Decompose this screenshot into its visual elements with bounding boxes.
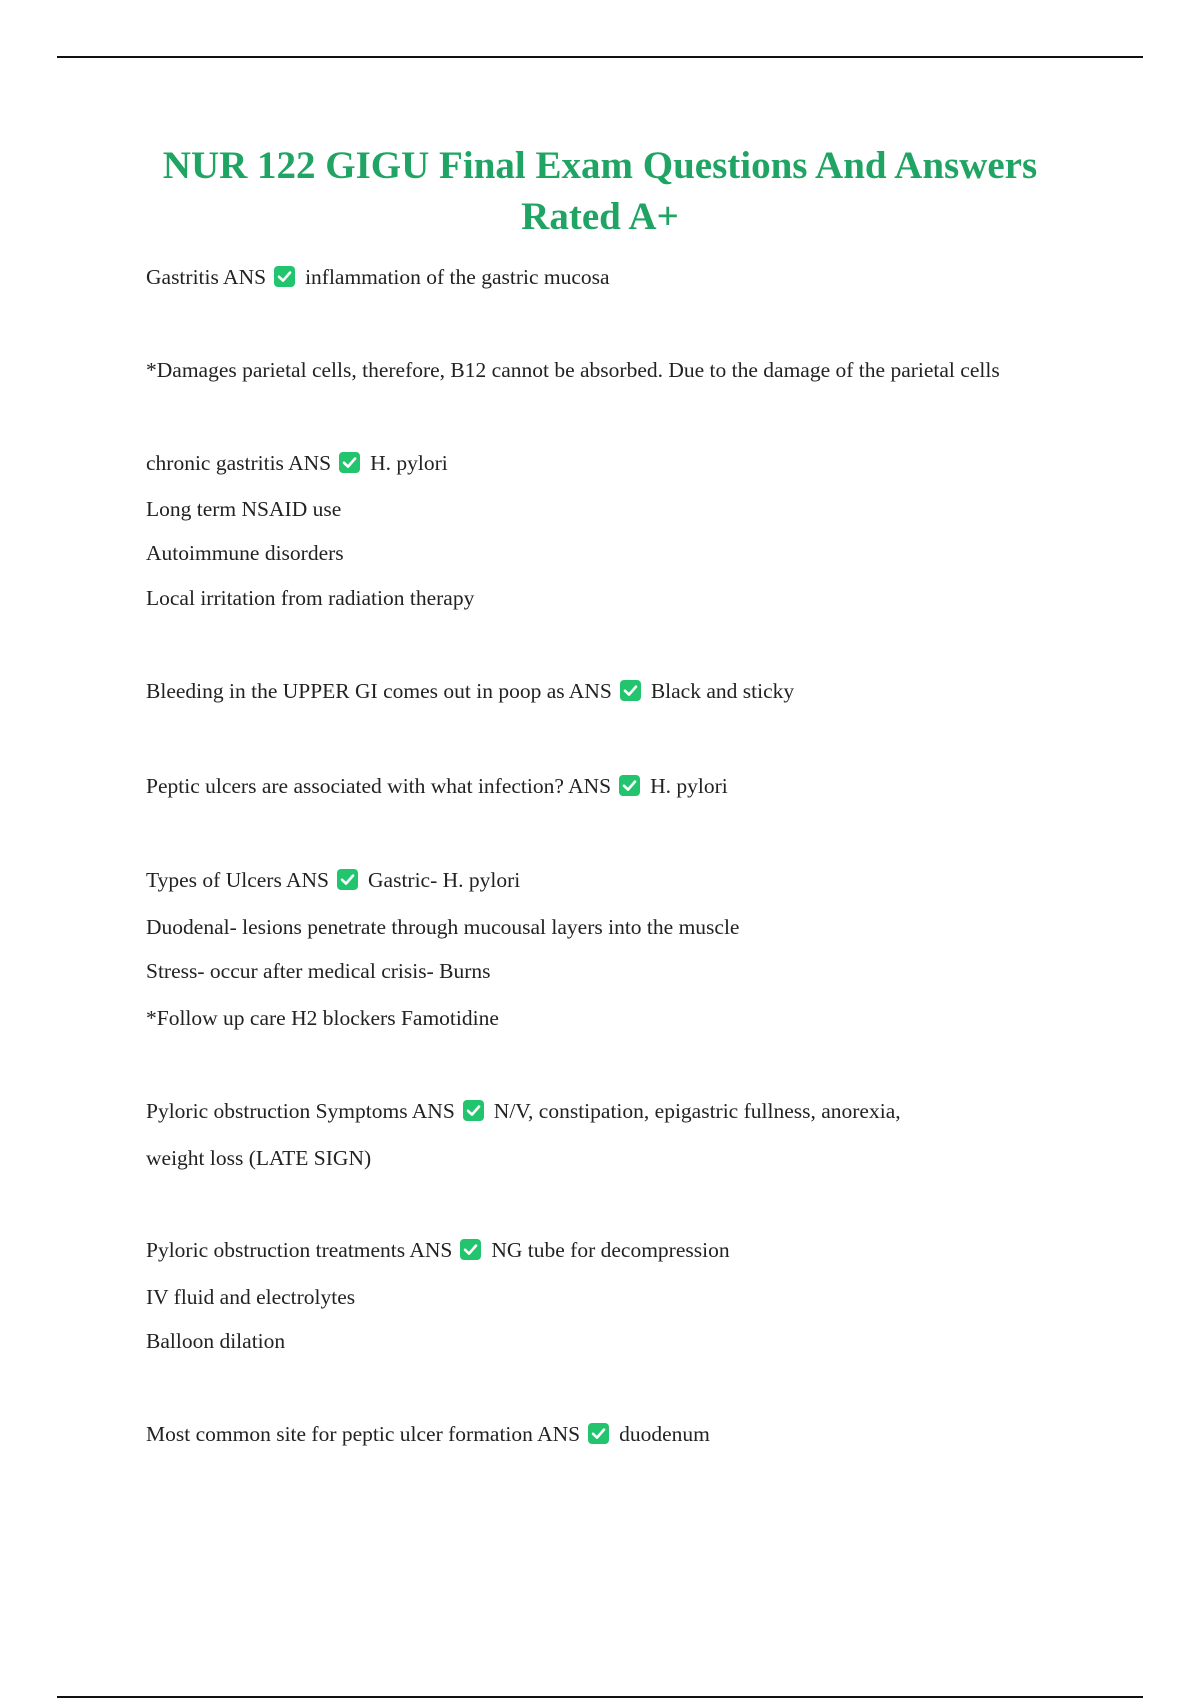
answer-text: N/V, constipation, epigastric fullness, anorexia, (493, 1099, 901, 1123)
text-line: weight loss (LATE SIGN) (146, 1146, 372, 1170)
text-line: Long term NSAID use (146, 497, 342, 521)
answer-text: Gastric- H. pylori (368, 868, 521, 892)
check-box-icon (620, 680, 641, 701)
question-text: Peptic ulcers are associated with what infection? ANS (146, 774, 612, 798)
top-rule (57, 56, 1143, 58)
title-line-2: Rated A+ (521, 195, 679, 238)
check-box-icon (274, 266, 295, 287)
qa-line (146, 772, 728, 800)
qa-line (146, 866, 520, 894)
text-line: Stress- occur after medical crisis- Burns (146, 959, 491, 983)
answer-text: H. pylori (370, 451, 448, 475)
question-text: chronic gastritis ANS (146, 451, 332, 475)
qa-line (146, 263, 610, 291)
title-line-1: NUR 122 GIGU Final Exam Questions And Answers (162, 144, 1038, 187)
question-text: Bleeding in the UPPER GI comes out in poop as ANS (146, 679, 612, 703)
text-line: Balloon dilation (146, 1329, 286, 1353)
question-text: Gastritis ANS (146, 265, 267, 289)
text-line: Local irritation from radiation therapy (146, 586, 475, 610)
qa-line (146, 1097, 901, 1125)
text-line: Duodenal- lesions penetrate through mucousal layers into the muscle (146, 915, 740, 939)
check-box-icon (339, 452, 360, 473)
question-text: Types of Ulcers ANS (146, 868, 330, 892)
answer-text: inflammation of the gastric mucosa (305, 265, 610, 289)
text-line: *Damages parietal cells, therefore, B12 cannot be absorbed. Due to the damage of the parietal cells (146, 358, 1000, 382)
answer-text: Black and sticky (650, 679, 795, 703)
check-box-icon (337, 869, 358, 890)
answer-text: NG tube for decompression (491, 1238, 730, 1262)
check-box-icon (619, 775, 640, 796)
document-title (100, 140, 1100, 242)
qa-line (146, 677, 794, 705)
text-line: IV fluid and electrolytes (146, 1285, 356, 1309)
question-text: Pyloric obstruction Symptoms ANS (146, 1099, 455, 1123)
qa-line (146, 449, 448, 477)
check-box-icon (588, 1423, 609, 1444)
question-text: Pyloric obstruction treatments ANS (146, 1238, 453, 1262)
question-text: Most common site for peptic ulcer formation ANS (146, 1422, 581, 1446)
answer-text: duodenum (619, 1422, 710, 1446)
qa-line (146, 1236, 730, 1264)
text-line: Autoimmune disorders (146, 541, 344, 565)
answer-text: H. pylori (650, 774, 728, 798)
qa-line (146, 1420, 710, 1448)
bottom-rule (57, 1696, 1143, 1698)
text-line: *Follow up care H2 blockers Famotidine (146, 1006, 499, 1030)
check-box-icon (460, 1239, 481, 1260)
check-box-icon (463, 1100, 484, 1121)
